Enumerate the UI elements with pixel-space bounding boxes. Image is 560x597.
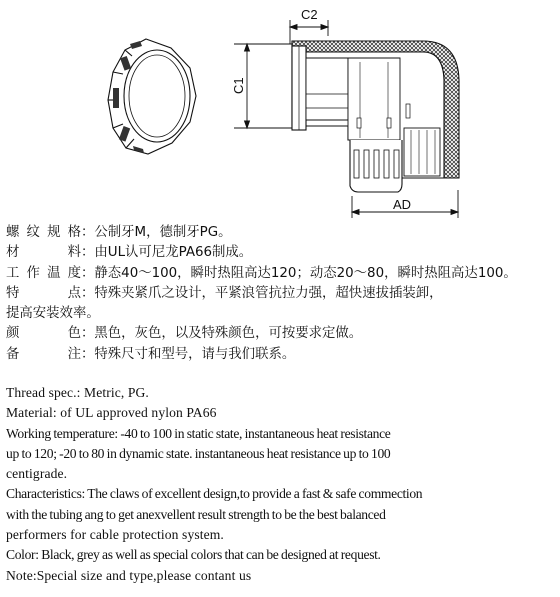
en-working-temperature-continued: up to 120; -20 to 80 in dynamic state. instantaneous heat resistance up to 100 <box>6 445 391 461</box>
spec-row-material: 材 料 ： 由UL认可尼龙PA66制成。 <box>6 243 560 263</box>
specs-chinese <box>6 223 560 365</box>
en-color: Color: Black, grey as well as special colors that can be designed at request. <box>6 547 381 563</box>
product-drawing <box>0 0 560 222</box>
en-characteristics: Characteristics: The claws of excellent design,to provide a fast & safe commection <box>6 486 423 502</box>
dimension-label-c2: C2 <box>301 7 318 22</box>
spec-row-color: 颜 色 ： 黑色，灰色，以及特殊颜色，可按要求定做。 <box>6 324 560 344</box>
en-characteristics-continued: with the tubing ang to get anexvellent result strength to be the best balanced <box>6 506 386 522</box>
spec-row-note: 备 注 ： 特殊尺寸和型号，请与我们联系。 <box>6 345 560 365</box>
en-thread-spec: Thread spec.: Metric, PG. <box>6 385 149 400</box>
spec-key: 备 注 <box>6 346 81 362</box>
spec-value: 由UL认可尼龙PA66制成。 <box>94 245 253 261</box>
specs-english <box>6 383 557 586</box>
spec-row-characteristics: 特 点 ： 特殊夹紧爪之设计，平紧浪管抗拉力强，超快速拔插装卸， <box>6 284 560 304</box>
spec-key: 工作温度 <box>6 265 81 281</box>
spec-row-thread: 螺纹规格 ： 公制牙M，德制牙PG。 <box>6 223 560 243</box>
spec-key: 特 点 <box>6 285 81 301</box>
spec-value: 静态40～100，瞬时热阻高达120；动态20～80，瞬时热阻高达100。 <box>94 265 517 281</box>
spec-value: 公制牙M，德制牙PG。 <box>94 225 232 240</box>
en-characteristics-end: performers for cable protection system. <box>6 527 224 543</box>
spec-value: 特殊尺寸和型号，请与我们联系。 <box>94 346 296 362</box>
spec-value: 特殊夹紧爪之设计，平紧浪管抗拉力强，超快速拔插装卸， <box>94 285 443 301</box>
spec-value: 黑色，灰色，以及特殊颜色，可按要求定做。 <box>94 326 363 342</box>
elbow-fitting-drawing <box>292 41 459 192</box>
spec-row-temperature: 工作温度 ： 静态40～100，瞬时热阻高达120；动态20～80，瞬时热阻高达100。 <box>6 264 560 284</box>
technical-drawing-svg <box>0 0 560 222</box>
spec-key: 材 料 <box>6 245 81 261</box>
spec-key: 螺纹规格 <box>6 225 81 240</box>
en-working-temperature-unit: centigrade. <box>6 466 68 482</box>
dimension-label-c1: C1 <box>231 77 246 94</box>
spec-key: 颜 色 <box>6 326 81 342</box>
spec-value-continued: 提高安装效率。 <box>6 306 100 322</box>
dimension-label-ad: AD <box>393 197 412 212</box>
en-working-temperature: Working temperature: -40 to 100 in static state, instantaneous heat resistance <box>6 425 391 441</box>
en-note: Note:Special size and type,please contant us <box>6 567 252 583</box>
spec-row-characteristics-continued <box>6 304 560 324</box>
en-material: Material: of UL approved nylon PA66 <box>6 405 217 421</box>
lock-nut-drawing <box>108 39 196 154</box>
